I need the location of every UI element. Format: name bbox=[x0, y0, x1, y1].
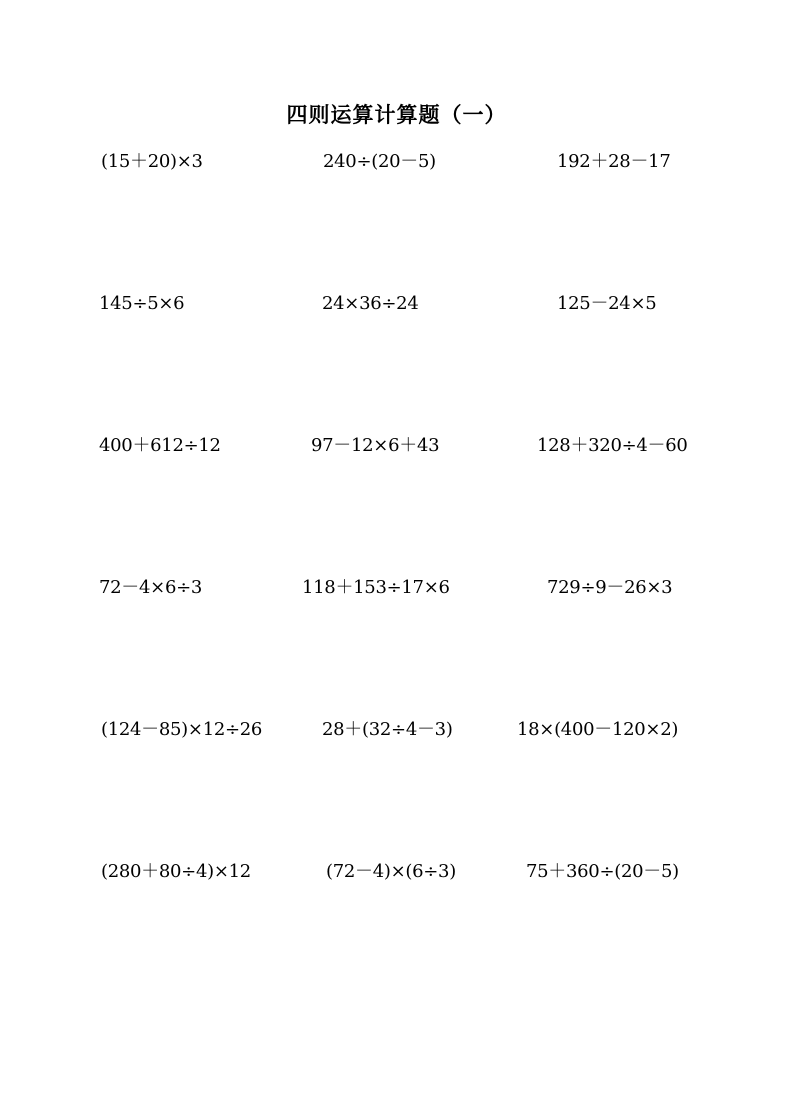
math-problem: 18×(400－120×2) bbox=[517, 719, 679, 740]
math-problem: 24×36÷24 bbox=[322, 293, 419, 314]
math-problem: (15＋20)×3 bbox=[101, 151, 203, 172]
math-problem: 118＋153÷17×6 bbox=[302, 577, 450, 598]
page-title: 四则运算计算题（一） bbox=[286, 103, 507, 127]
math-problem: 128＋320÷4－60 bbox=[537, 435, 688, 456]
math-problem: 125－24×5 bbox=[557, 293, 657, 314]
math-problem: 97－12×6＋43 bbox=[311, 435, 440, 456]
math-problem: 192＋28－17 bbox=[557, 151, 671, 172]
math-problem: 75＋360÷(20－5) bbox=[526, 861, 679, 882]
math-problem: 28＋(32÷4－3) bbox=[322, 719, 453, 740]
math-problem: (72－4)×(6÷3) bbox=[326, 861, 456, 882]
math-problem: (124－85)×12÷26 bbox=[101, 719, 263, 740]
math-problem: 729÷9－26×3 bbox=[547, 577, 673, 598]
math-problem: (280＋80÷4)×12 bbox=[101, 861, 251, 882]
math-problem: 400＋612÷12 bbox=[99, 435, 221, 456]
math-problem: 145÷5×6 bbox=[99, 293, 185, 314]
math-problem: 72－4×6÷3 bbox=[99, 577, 203, 598]
math-problem: 240÷(20－5) bbox=[323, 151, 436, 172]
